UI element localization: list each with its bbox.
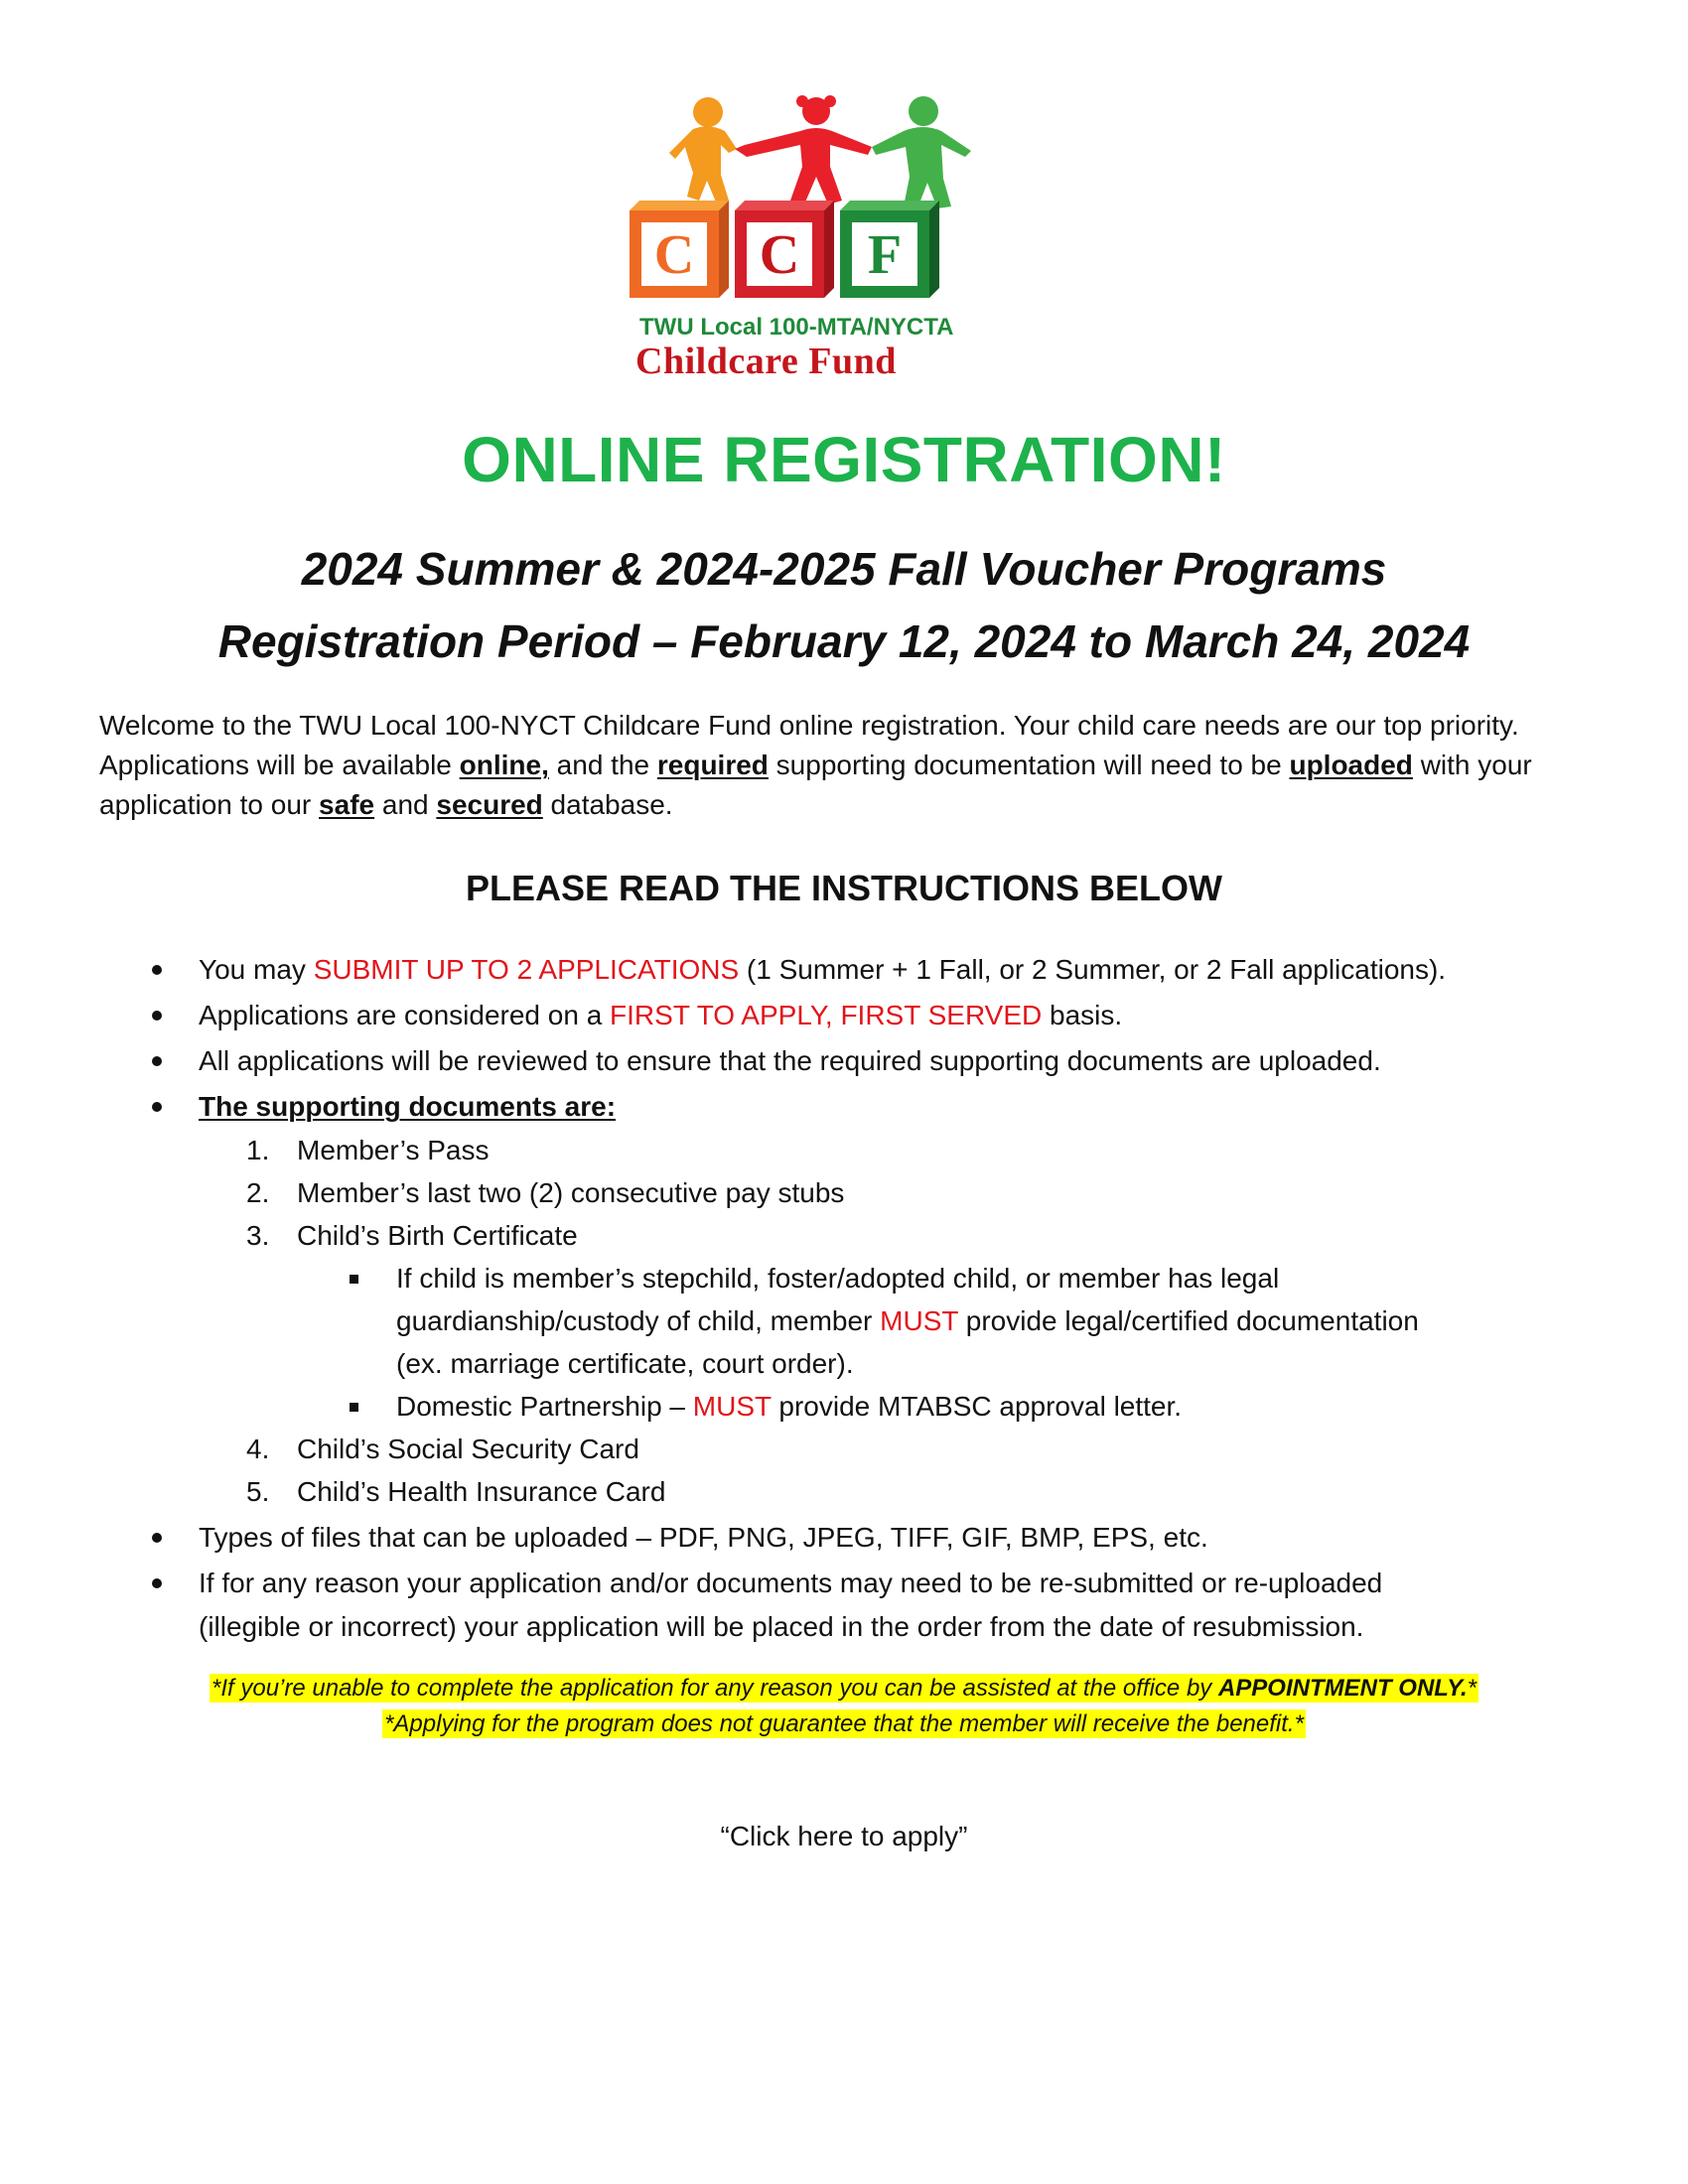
bullet-resubmission-l2: (illegible or incorrect) your application will be placed in the order from the date of resubmission. (199, 1611, 1364, 1642)
intro-text-4: with your application to our (99, 750, 1532, 820)
intro-text-3: supporting documentation will need to be (768, 750, 1290, 780)
child-orange-figure (669, 97, 737, 205)
intro-safe: safe (319, 789, 375, 820)
bullet-text: (1 Summer + 1 Fall, or 2 Summer, or 2 Fall applications). (739, 954, 1447, 985)
block-f-green (840, 201, 939, 298)
sub-bullet-text: provide legal/certified documentation (957, 1305, 1419, 1336)
supporting-documents-heading: The supporting documents are: (199, 1091, 617, 1122)
appointment-note (0, 1672, 1688, 1706)
bullet-review: All applications will be reviewed to ensure that the required supporting documents are uploaded. (199, 1045, 1381, 1076)
sub-bullet-stepchild-l2 (396, 1299, 1419, 1343)
must-red-text: MUST (692, 1391, 772, 1422)
child-red-figure (735, 95, 872, 205)
block-c-orange (630, 201, 729, 298)
intro-required: required (656, 750, 769, 780)
intro-paragraph (99, 706, 1589, 825)
children-on-blocks-logo (626, 89, 1023, 318)
bullet-red-text: FIRST TO APPLY, FIRST SERVED (610, 1000, 1043, 1030)
block-letter-f: F (867, 224, 903, 286)
note-text: *If you’re unable to complete the application for any reason you can be assisted at the office by (211, 1675, 1218, 1702)
sub-bullet-text: provide MTABSC approval letter. (771, 1391, 1183, 1422)
doc-number: 3. (246, 1220, 270, 1251)
doc-item-birth-certificate: Child’s Birth Certificate (297, 1220, 578, 1251)
highlighted-note (210, 1674, 1478, 1703)
note-text: * (1467, 1675, 1477, 1702)
intro-uploaded: uploaded (1289, 750, 1413, 780)
doc-number: 4. (246, 1433, 270, 1464)
bullet-red-text: SUBMIT UP TO 2 APPLICATIONS (313, 954, 740, 985)
logo-union-name: TWU Local 100-MTA/NYCTA (639, 314, 954, 341)
bullet-file-types: Types of files that can be uploaded – PDF, PNG, JPEG, TIFF, GIF, BMP, EPS, etc. (199, 1522, 1208, 1553)
logo-fund-name: Childcare Fund (635, 341, 897, 382)
sub-bullet-stepchild-l1: If child is member’s stepchild, foster/adopted child, or member has legal (396, 1263, 1280, 1294)
intro-secured: secured (436, 789, 543, 820)
intro-online: online, (459, 750, 549, 780)
doc-number: 2. (246, 1177, 270, 1208)
block-c-red (735, 201, 834, 298)
doc-item-members-pass: Member’s Pass (297, 1135, 490, 1165)
intro-text-5: and (374, 789, 437, 820)
page-title: ONLINE REGISTRATION! (462, 424, 1226, 495)
ccf-logo (626, 89, 1023, 387)
highlighted-note: *Applying for the program does not guarantee that the member will receive the benefit.* (384, 1710, 1304, 1737)
registration-period: Registration Period – February 12, 2024 to March 24, 2024 (217, 615, 1471, 667)
doc-number: 5. (246, 1476, 270, 1507)
block-letter-c2: C (759, 224, 800, 286)
appointment-only-text: APPOINTMENT ONLY. (1217, 1675, 1468, 1702)
program-subtitle: 2024 Summer & 2024-2025 Fall Voucher Programs (301, 543, 1387, 595)
doc-item-social-security: Child’s Social Security Card (297, 1433, 639, 1464)
bullet-text: You may (199, 954, 314, 985)
bullet-max-applications (199, 948, 1446, 992)
guarantee-note (0, 1707, 1688, 1741)
block-letter-c1: C (653, 224, 695, 286)
doc-item-health-insurance: Child’s Health Insurance Card (297, 1476, 666, 1507)
intro-text-6: database. (542, 789, 673, 820)
doc-number: 1. (246, 1135, 270, 1165)
apply-link-container (0, 1821, 1688, 1852)
child-green-figure (872, 96, 971, 208)
square-bullet (350, 1275, 358, 1284)
bullet-text: Applications are considered on a (199, 1000, 611, 1030)
sub-bullet-stepchild-l3: (ex. marriage certificate, court order). (396, 1348, 854, 1379)
must-red-text: MUST (880, 1305, 958, 1336)
sub-bullet-domestic-partnership (396, 1385, 1182, 1429)
instructions-heading: PLEASE READ THE INSTRUCTIONS BELOW (465, 868, 1223, 908)
doc-item-pay-stubs: Member’s last two (2) consecutive pay stubs (297, 1177, 845, 1208)
bullet-resubmission-l1: If for any reason your application and/or documents may need to be re-submitted or re-uploaded (199, 1568, 1383, 1598)
sub-bullet-text: Domestic Partnership – (396, 1391, 693, 1422)
bullet-text: basis. (1042, 1000, 1123, 1030)
click-here-to-apply-link[interactable]: “Click here to apply” (720, 1821, 968, 1851)
sub-bullet-text: guardianship/custody of child, member (396, 1305, 881, 1336)
intro-text-1: Welcome to the TWU Local 100-NYCT Childcare Fund online registration. Your child care needs are our top priority. Applications will be available (99, 710, 1519, 780)
intro-text-2: and the (548, 750, 657, 780)
square-bullet (350, 1403, 358, 1412)
bullet-first-served (199, 994, 1122, 1037)
